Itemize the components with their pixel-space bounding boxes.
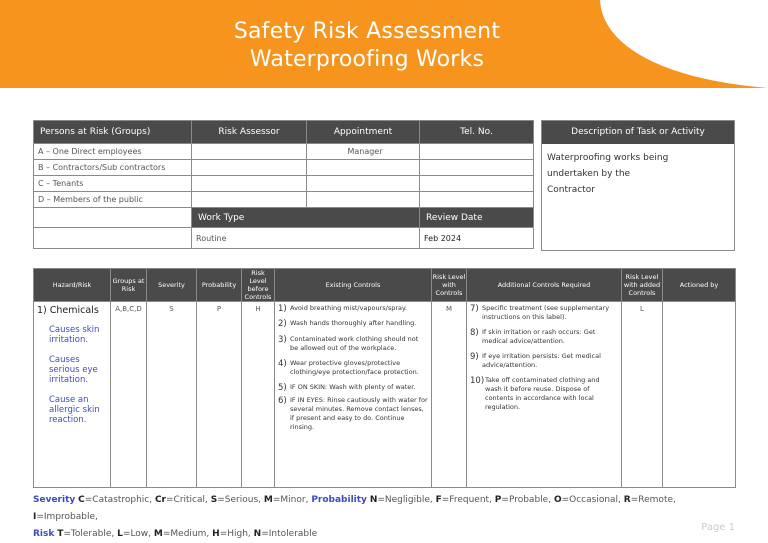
control-text: IF ON SKIN: Wash with plenty of water. [290,383,416,391]
header-groups-at-risk: Groups at Risk [111,269,147,302]
risk-assessor-cell [192,144,307,160]
list-item [278,359,428,377]
header-actioned-by: Actioned by [663,269,736,302]
title-line-1: Safety Risk Assessment [233,19,501,44]
list-item [278,319,428,329]
hazard-cell [34,302,111,488]
control-number: 5) [278,383,287,393]
control-text: IF IN EYES: Rinse cautiously with water for several minutes. Remove contact lenses, if present and easy to do. Continue rinsing. [290,396,428,431]
additional-controls-cell [467,302,622,488]
page-title [0,18,734,74]
legend-key: T [57,529,64,539]
control-number: 7) [470,304,479,314]
legend-key: O [553,495,562,505]
header-risk-level-with: Risk Level with Controls [432,269,467,302]
control-text: Contaminated work clothing should not be allowed out of the workplace. [290,335,419,352]
control-text: Wear protective gloves/protective clothing/eye protection/face protection. [290,359,419,376]
empty-cell [192,192,307,208]
legend [33,492,735,543]
header-banner [0,0,768,88]
legend-value: Serious, [224,495,262,505]
groups-value: A,B,C,D [111,302,147,488]
task-description-text [542,144,734,204]
empty-cell [34,208,192,228]
legend-key: H [212,529,220,539]
control-text: If eye irritation persists: Get medical advice/attention. [482,352,601,369]
legend-value: Negligible, [384,495,433,505]
header-tel-no: Tel. No. [420,121,534,144]
legend-key: I [33,512,37,522]
page-number: Page 1 [701,522,735,533]
legend-key: R [623,495,631,505]
legend-key: C [78,495,85,505]
legend-value: Low, [130,529,152,539]
task-description-box [541,120,735,251]
control-text: If skin irritation or rash occurs: Get medical advice/attention. [482,328,596,345]
list-item [470,304,618,322]
empty-cell [420,160,534,176]
control-text: Avoid breathing mist/vapours/spray. [290,304,408,312]
header-appointment: Appointment [307,121,420,144]
existing-controls-cell [275,302,432,488]
legend-severity-label: Severity [33,495,76,505]
control-number: 9) [470,352,479,362]
group-b: B – Contractors/Sub contractors [34,160,192,176]
legend-value: Medium, [170,529,210,539]
risk-level-added-value: L [622,302,663,488]
control-number: 1) [278,304,287,314]
legend-key: M [153,529,163,539]
control-text: Take off contaminated clothing and wash it before reuse. Dispose of contents in accordance with local regulation. [485,376,600,411]
legend-value: Probable, [508,495,552,505]
severity-value: S [147,302,197,488]
header-severity: Severity [147,269,197,302]
hazard-item: Cause an allergic skin reaction. [49,395,100,425]
list-item [278,383,428,393]
control-number: 6) [278,396,287,406]
description-line-1: Waterproofing works being [547,153,669,163]
empty-cell [420,176,534,192]
list-item [470,352,618,370]
empty-cell [307,176,420,192]
empty-cell [420,192,534,208]
risk-level-before-value: H [242,302,275,488]
control-number: 2) [278,319,287,329]
empty-cell [307,160,420,176]
review-date-value: Feb 2024 [420,228,534,249]
legend-value: Tolerable, [70,529,115,539]
table-row [34,302,736,488]
legend-value: Improbable, [43,512,98,522]
description-line-2: undertaken by the [547,169,631,179]
description-line-3: Contractor [547,185,595,195]
legend-key: Cr [154,495,166,505]
legend-key: F [435,495,442,505]
work-type-value: Routine [192,228,420,249]
tel-cell [420,144,534,160]
legend-key: M [263,495,273,505]
hazard-item: Causes skin irritation. [49,325,100,345]
list-item [278,396,428,432]
empty-cell [307,192,420,208]
control-number: 10) [470,376,485,386]
legend-key: N [253,529,262,539]
legend-key: N [369,495,378,505]
header-existing-controls: Existing Controls [275,269,432,302]
header-risk-level-added: Risk Level with added Controls [622,269,663,302]
empty-cell [34,228,192,249]
header-risk-level-before: Risk Level before Controls [242,269,275,302]
header-persons-at-risk: Persons at Risk (Groups) [34,121,192,144]
header-work-type: Work Type [192,208,420,228]
legend-risk-label: Risk [33,529,55,539]
group-c: C – Tenants [34,176,192,192]
legend-value: Critical, [173,495,208,505]
group-d: D – Members of the public [34,192,192,208]
control-text: Wash hands thoroughly after handling. [290,319,417,327]
legend-probability-label: Probability [311,495,367,505]
risk-level-with-value: M [432,302,467,488]
legend-value: Remote, [638,495,676,505]
list-item [278,304,428,314]
legend-value: Intolerable [268,529,318,539]
legend-line-2: Risk T=Tolerable, L=Low, M=Medium, H=High, N=Intolerable [33,529,318,539]
header-probability: Probability [197,269,242,302]
empty-cell [192,160,307,176]
risk-assessment-table [33,268,736,488]
appointment-cell: Manager [307,144,420,160]
list-item [470,376,618,412]
list-item [470,328,618,346]
list-item [278,335,428,353]
hazard-title: 1) Chemicals [37,305,99,316]
header-risk-assessor: Risk Assessor [192,121,307,144]
legend-value: High, [227,529,251,539]
legend-key: S [210,495,218,505]
legend-line-1: Severity C=Catastrophic, Cr=Critical, S=Serious, M=Minor, Probability N=Negligible, F=Frequent, P=Probable, O=Occasional, R=Remote, I=Improbable, [33,495,676,522]
header-additional-controls: Additional Controls Required [467,269,622,302]
control-number: 4) [278,359,287,369]
empty-cell [192,176,307,192]
persons-at-risk-table [33,120,534,249]
legend-key: L [117,529,123,539]
header-review-date: Review Date [420,208,534,228]
control-text: Specific treatment (see supplementary instructions on this label). [482,304,610,321]
legend-value: Occasional, [569,495,621,505]
title-line-2: Waterproofing Works [249,47,485,72]
header-hazard-risk: Hazard/Risk [34,269,111,302]
control-number: 3) [278,335,287,345]
actioned-by-cell [663,302,736,488]
legend-value: Frequent, [449,495,492,505]
legend-value: Catastrophic, [92,495,153,505]
probability-value: P [197,302,242,488]
control-number: 8) [470,328,479,338]
hazard-item: Causes serious eye irritation. [49,355,98,385]
group-a: A – One Direct employees [34,144,192,160]
legend-key: P [494,495,502,505]
legend-value: Minor, [280,495,309,505]
task-description-header: Description of Task or Activity [542,121,734,144]
